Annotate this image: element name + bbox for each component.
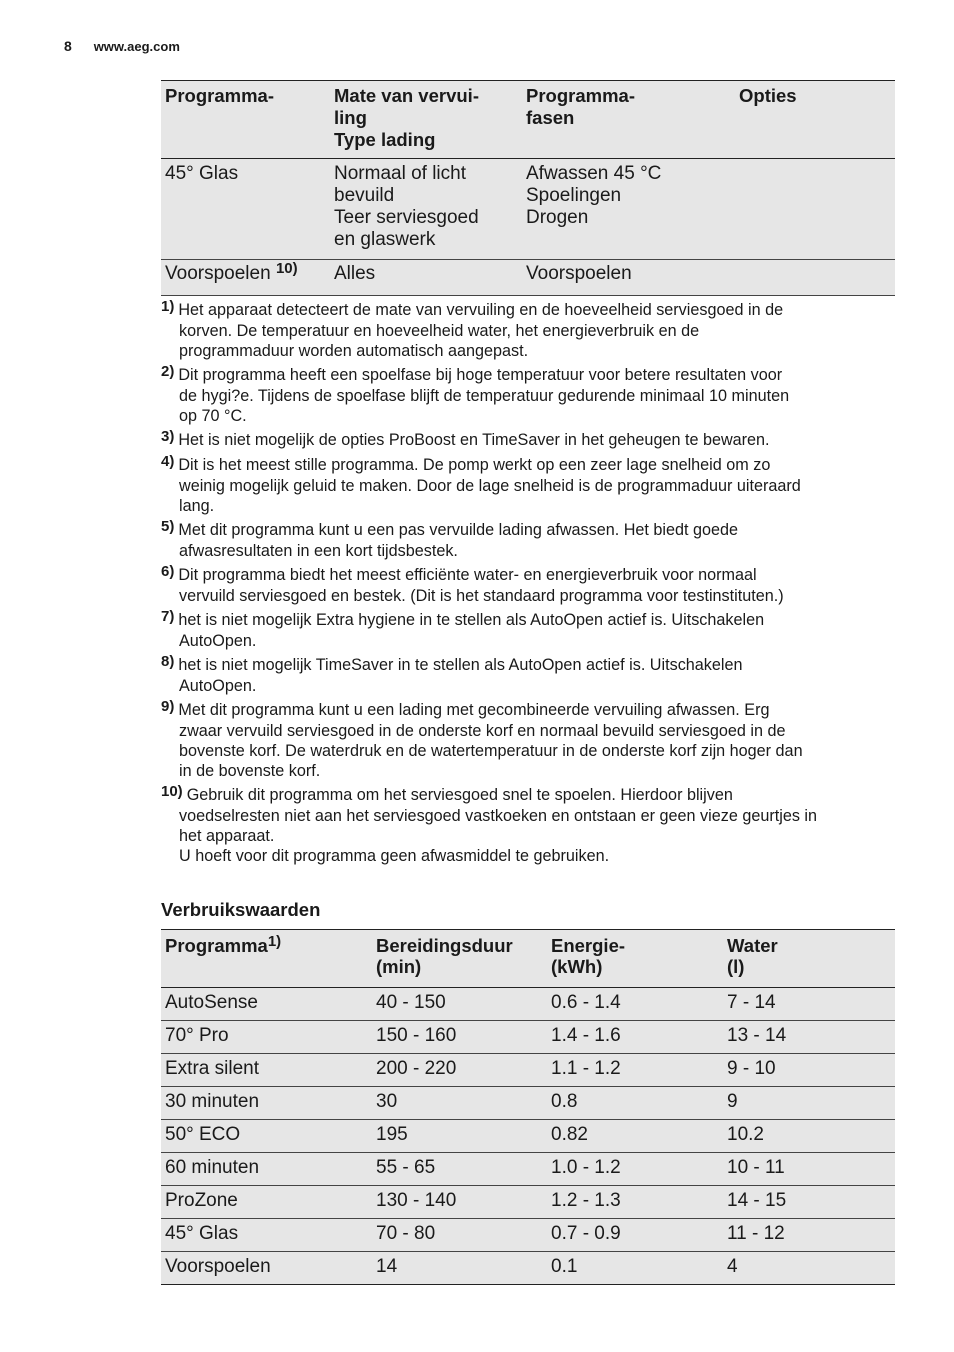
footnote-line: Dit programma heeft een spoelfase bij hoge temperatuur voor betere resultaten voor [178, 366, 783, 384]
header-line: Opties [739, 85, 797, 106]
website-url: www.aeg.com [93, 39, 180, 54]
column-header [372, 930, 547, 988]
table-cell: AutoSense [161, 988, 372, 1021]
column-header [161, 81, 330, 159]
footnote-line: lang. [179, 497, 215, 515]
table-cell: 1.2 - 1.3 [547, 1186, 723, 1219]
header-line: Programma [165, 935, 268, 956]
table-cell: 30 [372, 1087, 547, 1120]
footnote-number: 2) [161, 363, 175, 380]
phases-cell [522, 159, 735, 260]
soil-line: Normaal of licht [334, 163, 466, 184]
footnote-ref: 1) [267, 933, 282, 950]
footnote-line: weinig mogelijk geluid te maken. Door de lage snelheid is de programmaduur uiteraard [179, 477, 801, 495]
program-name: Voorspoelen [165, 263, 271, 284]
soil-cell [330, 260, 522, 296]
options-cell [735, 260, 895, 296]
footnote [161, 300, 896, 361]
footnote-number: 3) [161, 428, 175, 445]
footnote [161, 565, 896, 606]
table-cell: 55 - 65 [372, 1153, 547, 1186]
footnote-ref: 10) [275, 260, 298, 277]
table-cell: 9 [723, 1087, 895, 1120]
program-table [161, 80, 895, 296]
table-cell: 9 - 10 [723, 1054, 895, 1087]
table-cell: 70° Pro [161, 1021, 372, 1054]
table-cell: 0.7 - 0.9 [547, 1219, 723, 1252]
table-cell: 1.0 - 1.2 [547, 1153, 723, 1186]
footnotes [161, 300, 896, 870]
phases-cell [522, 260, 735, 296]
footnote-line: Dit is het meest stille programma. De pomp werkt op een zeer lage snelheid om zo [178, 456, 771, 474]
phase-line: Spoelingen [526, 185, 622, 206]
table-row [161, 1153, 895, 1186]
table-row [161, 1120, 895, 1153]
table-cell: 0.8 [547, 1087, 723, 1120]
table-row [161, 1186, 895, 1219]
footnote [161, 785, 896, 866]
header-line: (l) [727, 956, 745, 977]
footnote [161, 365, 896, 426]
options-cell [735, 159, 895, 260]
table-cell: 10.2 [723, 1120, 895, 1153]
table-cell: 0.1 [547, 1252, 723, 1285]
footnote-line: Met dit programma kunt u een lading met gecombineerde vervuiling afwassen. Erg [178, 701, 770, 719]
table-cell: 200 - 220 [372, 1054, 547, 1087]
footnote-line: de hygi?e. Tijdens de spoelfase blijft de temperatuur gedurende minimaal 10 minuten [179, 387, 790, 405]
header-line: Programma- [526, 85, 635, 106]
footnote-number: 4) [161, 453, 175, 470]
table-cell: 7 - 14 [723, 988, 895, 1021]
page-header [64, 38, 180, 54]
table-cell: 14 - 15 [723, 1186, 895, 1219]
table-cell: 0.6 - 1.4 [547, 988, 723, 1021]
table-cell: 14 [372, 1252, 547, 1285]
footnote-number: 5) [161, 518, 175, 535]
header-line: (min) [376, 956, 422, 977]
soil-line: en glaswerk [334, 229, 436, 250]
footnote-line: in de bovenste korf. [179, 762, 321, 780]
table-cell: 130 - 140 [372, 1186, 547, 1219]
footnote-line: Met dit programma kunt u een pas vervuilde lading afwassen. Het biedt goede [178, 521, 739, 539]
footnote-line: AutoOpen. [179, 632, 257, 650]
header-line: Water [727, 935, 778, 956]
footnote-line: programmaduur worden automatisch aangepast. [179, 342, 529, 360]
table-cell: Voorspoelen [161, 1252, 372, 1285]
header-line: Type lading [334, 129, 436, 150]
table-row [161, 988, 895, 1021]
footnote [161, 610, 896, 651]
footnote-line: het is niet mogelijk Extra hygiene in te stellen als AutoOpen actief is. Uitschakelen [178, 611, 765, 629]
footnote-line: afwasresultaten in een kort tijdsbestek. [179, 542, 458, 560]
phase-line: Afwassen 45 °C [526, 163, 662, 184]
table-cell: 195 [372, 1120, 547, 1153]
table-cell: 70 - 80 [372, 1219, 547, 1252]
header-line: Programma- [165, 85, 274, 106]
header-line: fasen [526, 107, 575, 128]
table-cell: 30 minuten [161, 1087, 372, 1120]
footnote [161, 520, 896, 561]
soil-line: Teer serviesgoed [334, 207, 479, 228]
table-row [161, 1252, 895, 1285]
footnote [161, 455, 896, 516]
table-cell: 150 - 160 [372, 1021, 547, 1054]
table-cell: 4 [723, 1252, 895, 1285]
footnote-line: Gebruik dit programma om het serviesgoed snel te spoelen. Hierdoor blijven [186, 786, 733, 804]
table-cell: 50° ECO [161, 1120, 372, 1153]
soil-line: Alles [334, 263, 376, 284]
table-cell: 40 - 150 [372, 988, 547, 1021]
table-cell: 1.4 - 1.6 [547, 1021, 723, 1054]
table-cell: 0.82 [547, 1120, 723, 1153]
phase-line: Voorspoelen [526, 263, 632, 284]
footnote-line: op 70 °C. [179, 407, 247, 425]
footnote-line: het is niet mogelijk TimeSaver in te stellen als AutoOpen actief is. Uitschakelen [178, 656, 743, 674]
column-header [522, 81, 735, 159]
footnote-number: 8) [161, 653, 175, 670]
footnote-line: Dit programma biedt het meest efficiënte water- en energieverbruik voor normaal [178, 566, 757, 584]
column-header [330, 81, 522, 159]
header-line: ling [334, 107, 367, 128]
footnote-line: bovenste korf. De waterdruk en de watertemperatuur in de onderste korf zijn hoger dan [179, 742, 803, 760]
soil-line: bevuild [334, 185, 395, 206]
footnote-line: vervuild serviesgoed en bestek. (Dit is het standaard programma voor testinstituten.) [179, 587, 784, 605]
table-row [161, 159, 895, 260]
column-header [547, 930, 723, 988]
footnote-line: voedselresten niet aan het serviesgoed vastkoeken en ontstaan er geen vieze geurtjes in [179, 807, 818, 825]
header-line: (kWh) [551, 956, 603, 977]
column-header [161, 930, 372, 988]
table-cell: 10 - 11 [723, 1153, 895, 1186]
program-cell [161, 159, 330, 260]
footnote-number: 9) [161, 698, 175, 715]
footnote-number: 6) [161, 563, 175, 580]
header-line: Energie- [551, 935, 626, 956]
footnote-number: 1) [161, 298, 175, 315]
table-row [161, 1219, 895, 1252]
footnote-line: AutoOpen. [179, 677, 257, 695]
table-cell: ProZone [161, 1186, 372, 1219]
footnote-line: korven. De temperatuur en hoeveelheid water, het energieverbruik en de [179, 322, 700, 340]
column-header [723, 930, 895, 988]
footnote [161, 700, 896, 781]
footnote-line: Het is niet mogelijk de opties ProBoost en TimeSaver in het geheugen te bewaren. [178, 431, 770, 449]
consumption-table [161, 929, 895, 1285]
table-cell: 13 - 14 [723, 1021, 895, 1054]
footnote-number: 10) [161, 783, 183, 800]
header-line: Bereidingsduur [376, 935, 513, 956]
footnote-line: zwaar vervuild serviesgoed in de onderste korf en normaal bevuild serviesgoed in de [179, 722, 786, 740]
footnote [161, 655, 896, 696]
table-cell: 11 - 12 [723, 1219, 895, 1252]
table-cell: 1.1 - 1.2 [547, 1054, 723, 1087]
page-number: 8 [64, 38, 72, 54]
table-cell: 60 minuten [161, 1153, 372, 1186]
table-row [161, 1054, 895, 1087]
table-row [161, 1087, 895, 1120]
footnote [161, 430, 896, 451]
soil-cell [330, 159, 522, 260]
footnote-line: U hoeft voor dit programma geen afwasmiddel te gebruiken. [179, 847, 610, 865]
table-cell: 45° Glas [161, 1219, 372, 1252]
header-line: Mate van vervui- [334, 85, 479, 106]
table-row [161, 1021, 895, 1054]
program-cell [161, 260, 330, 296]
program-name: 45° Glas [165, 163, 239, 184]
phase-line: Drogen [526, 207, 589, 228]
consumption-title: Verbruikswaarden [161, 899, 321, 920]
table-cell: Extra silent [161, 1054, 372, 1087]
footnote-number: 7) [161, 608, 175, 625]
table-row [161, 260, 895, 296]
footnote-line: het apparaat. [179, 827, 275, 845]
column-header [735, 81, 895, 159]
footnote-line: Het apparaat detecteert de mate van vervuiling en de hoeveelheid serviesgoed in de [178, 301, 784, 319]
